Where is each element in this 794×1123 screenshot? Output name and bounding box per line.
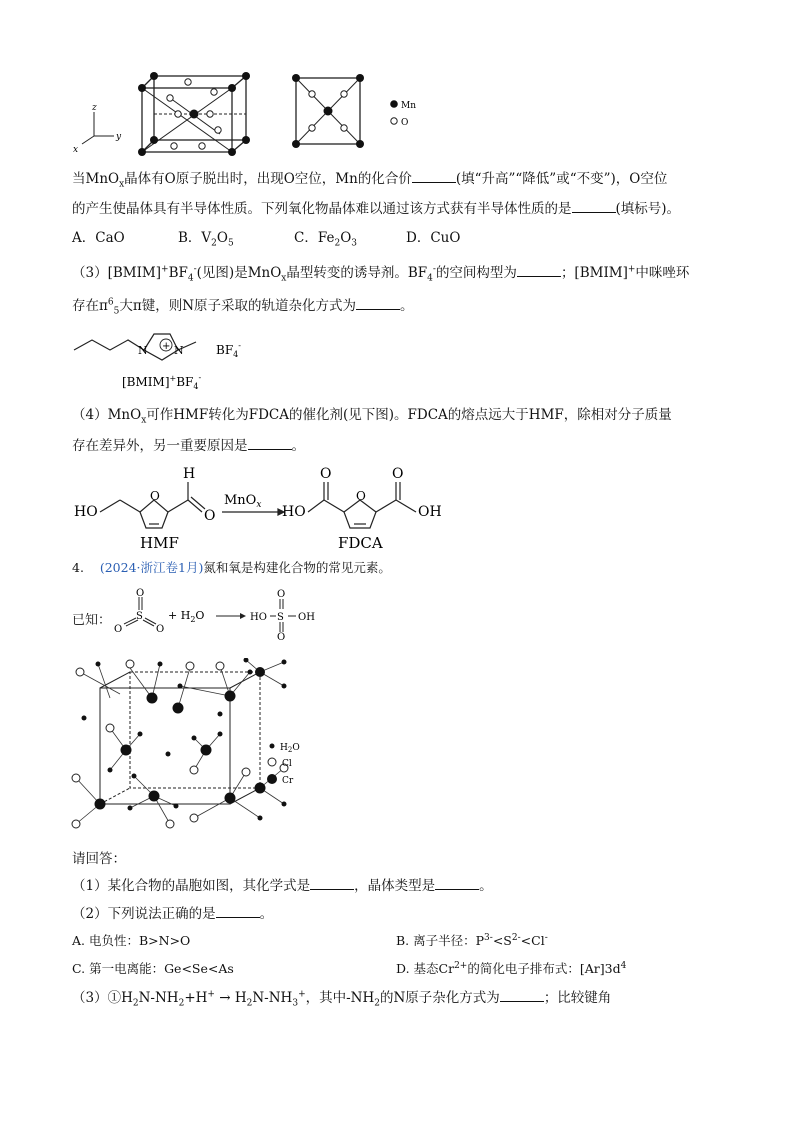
known-label: 已知： [72, 613, 112, 628]
legend-o-marker [391, 118, 397, 124]
option-a[interactable]: A．CaO [72, 230, 125, 246]
bf4-anion: $BF_4^-$ [216, 341, 241, 359]
answer-blank[interactable] [356, 296, 400, 310]
legend-h2o-label: $H_2O$ [280, 743, 300, 754]
ans-q3: $(3)①H_2N-NH_2+H^+ \to H_2N-NH_3^+$，其中$-NH_2$的N原子杂化方式为 ；比较键角 [72, 989, 612, 1009]
fdca-ring-o: O [356, 489, 366, 503]
source-tag[interactable]: (2024·浙江卷1月) [99, 560, 204, 575]
h2so4-o-bottom: O [277, 632, 286, 640]
hmf-aldehyde-h: H [183, 466, 196, 482]
option-d[interactable]: D．CuO [406, 230, 461, 246]
option-b[interactable]: B. 离子半径：$P^{3-}<S^{2-}<Cl^-$ [396, 932, 548, 948]
answer-blank[interactable] [310, 876, 354, 890]
so3-o-left: O [114, 624, 123, 635]
n-atom-right: N [174, 344, 184, 357]
ans-q2: （2）下列说法正确的是 。 [72, 906, 274, 922]
h2o-molecules [82, 658, 287, 821]
n-atom-left: N [138, 344, 148, 357]
legend-mn-marker [390, 100, 398, 108]
axis-icon [82, 112, 114, 144]
answer-blank[interactable] [572, 199, 616, 213]
q3-line-1: $(3)[BMIM]^+BF_4^-$(见图)是MnO$_x$晶型转变的诱导剂。$BF_4^-$的空间构型为 ；[BMIM]+中咪唑环 [72, 264, 690, 284]
hmf-ring-o: O [150, 489, 160, 503]
hmf-label: HMF [140, 534, 179, 552]
h2so4-oh: OH [298, 612, 315, 623]
ans-q1: （1）某化合物的晶胞如图，其化学式是 ，晶体类型是 。 [72, 878, 493, 894]
so3-o-right: O [156, 624, 165, 635]
catalyst-label: MnO$_x$ [224, 493, 262, 510]
option-c[interactable]: C．$Fe_2O_3$ [294, 230, 357, 249]
h2so4-ho: HO [250, 612, 267, 623]
fdca-carbonyl-o-1: O [320, 466, 332, 482]
legend-cl-label: Cl [282, 759, 292, 769]
plus-charge: + [162, 341, 171, 352]
chromium-complex-unit-cell [70, 658, 320, 830]
answer-blank[interactable] [435, 876, 479, 890]
legend-cr-label: Cr [282, 776, 294, 786]
option-d[interactable]: D. 基态$Cr^{2+}$的简化电子排布式：$[Ar]3d^4$ [396, 960, 627, 976]
hmf-ho: HO [74, 504, 98, 520]
answer-blank[interactable] [248, 436, 292, 450]
please-answer: 请回答： [72, 851, 126, 867]
text-line-2: 的产生使晶体具有半导体性质。下列氧化物晶体难以通过该方式获有半导体性质的是 (填标号)。 [72, 201, 681, 217]
question-4-heading: 4. (2024·浙江卷1月)氮和氧是构建化合物的常见元素。 [72, 560, 391, 575]
legend-cl-marker [268, 758, 276, 766]
so3-o-top: O [136, 588, 145, 599]
mnox-crystal-figure [70, 68, 430, 160]
axis-x-label: x [73, 145, 79, 155]
fdca-label: FDCA [338, 534, 383, 552]
q3-line-2: 存在$\pi^6_5$大π键，则N原子采取的轨道杂化方式为 。 [72, 297, 414, 317]
q4-line-2: 存在差异外，另一重要原因是 。 [72, 438, 305, 454]
answer-blank[interactable] [517, 263, 561, 277]
water-term: + $H_2O$ [168, 609, 205, 624]
answer-blank[interactable] [216, 904, 260, 918]
so3-hydration-equation [112, 588, 342, 640]
answer-blank[interactable] [412, 169, 456, 183]
legend-mn-label: Mn [401, 101, 417, 111]
legend-o-label: O [401, 118, 409, 128]
q4-line-1: （4）MnO$_x$可作HMF转化为FDCA的催化剂(见下图)。FDCA的熔点远大于HMF，除相对分子质量 [72, 407, 672, 426]
legend-cr-marker [267, 774, 277, 784]
so3-s: S [136, 611, 143, 622]
option-c[interactable]: C. 第一电离能：Ge<Se<As [72, 961, 234, 976]
option-a[interactable]: A. 电负性：B>N>O [72, 933, 191, 948]
axis-y-label: y [116, 132, 122, 142]
option-b[interactable]: B．$V_2O_5$ [178, 230, 234, 249]
h2so4-o-top: O [277, 589, 286, 600]
fdca-ho: HO [282, 504, 306, 520]
answer-blank[interactable] [500, 988, 544, 1002]
hmf-fdca-reaction [70, 460, 460, 552]
bmim-bf4-structure [70, 320, 260, 394]
text-line-1: 当MnO$_x$晶体有O原子脱出时，出现O空位，Mn的化合价 (填“升高”“降低”或“不变”)，O空位 [72, 171, 668, 190]
options-line [72, 229, 460, 247]
legend-h2o-marker [270, 744, 275, 749]
fdca-oh: OH [418, 504, 442, 520]
h2so4-s: S [277, 612, 284, 623]
hmf-aldehyde-o: O [204, 508, 216, 524]
bmim-caption: $[BMIM]^+BF_4^-$ [122, 373, 202, 391]
axis-z-label: z [92, 103, 97, 113]
fdca-carbonyl-o-2: O [392, 466, 404, 482]
